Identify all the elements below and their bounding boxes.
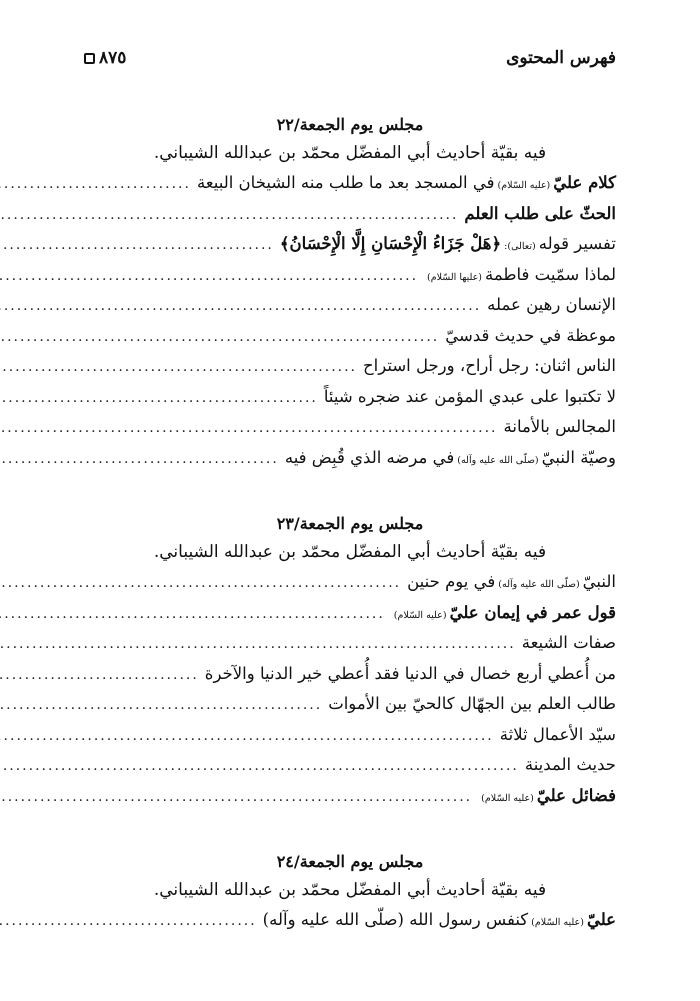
section-subtitle: فيه بقيّة أحاديث أبي المفضّل محمّد بن عبدالله الشيباني.: [153, 880, 547, 900]
toc-entry[interactable]: [84, 567, 616, 598]
leader-dots: [0, 721, 494, 752]
toc-entry[interactable]: [84, 168, 616, 199]
toc-list: [84, 905, 616, 936]
page-box-icon: [84, 53, 95, 64]
toc-entry[interactable]: [84, 412, 616, 443]
toc-entry-text: طالب العلم بين الجهّال كالحيّ بين الأموات: [328, 694, 616, 713]
toc-entry-text: لا تكتبوا على عبدي المؤمن عند ضجره شيئاً: [323, 386, 616, 406]
toc-entry[interactable]: [84, 781, 616, 812]
toc-entry[interactable]: [84, 659, 616, 690]
toc-entry-text: فضائل عليّ(عليه السّلام): [481, 785, 616, 805]
toc-entry[interactable]: [84, 598, 616, 629]
leader-dots: [0, 599, 385, 630]
toc-entry-text: موعظة في حديث قدسيّ: [445, 325, 616, 345]
honorific: (تعالى):: [504, 241, 536, 252]
toc-entry[interactable]: [84, 229, 616, 260]
honorific: (عليها السّلام): [427, 271, 482, 283]
section-subtitle: فيه بقيّة أحاديث أبي المفضّل محمّد بن عبدالله الشيباني.: [153, 143, 547, 163]
leader-dots: [0, 322, 439, 353]
toc-entry[interactable]: [84, 351, 616, 382]
toc-list: [84, 168, 616, 473]
toc-entry-text: قول عمر في إيمان عليّ(عليه السّلام): [393, 602, 616, 622]
toc-entry-text: الحثّ على طلب العلم: [464, 203, 616, 223]
toc-entry-text: الناس اثنان: رجل أراح، ورجل استراح: [363, 356, 616, 375]
leader-dots: [0, 169, 191, 200]
section-24: [84, 849, 616, 936]
running-header: [84, 48, 616, 72]
toc-entry[interactable]: [84, 720, 616, 751]
toc-entry[interactable]: [84, 689, 616, 720]
honorific: (عليه السّلام): [481, 792, 534, 804]
toc-entry-text: تفسير قوله(تعالى):﴿هَلْ جَزَاءُ الْإِحْسَانِ إِلَّا الْإِحْسَانُ﴾: [279, 234, 616, 253]
toc-content: [84, 112, 616, 974]
leader-dots: [0, 629, 516, 660]
honorific: (عليه السّلام): [531, 917, 584, 928]
toc-entry-text: سيّد الأعمال ثلاثة: [499, 724, 616, 744]
leader-dots: [0, 291, 481, 322]
honorific: (عليه السّلام): [497, 180, 551, 191]
leader-dots: [0, 782, 472, 813]
toc-list: [84, 567, 616, 811]
toc-entry-text: صفات الشيعة: [521, 633, 616, 652]
section-23: [84, 511, 616, 811]
leader-dots: [0, 230, 274, 261]
leader-dots: [0, 444, 279, 475]
header-page-number-group: [84, 48, 126, 68]
leader-dots: [0, 413, 498, 444]
honorific: (عليه السّلام): [393, 609, 447, 621]
toc-entry[interactable]: [84, 199, 616, 230]
section-22: [84, 112, 616, 473]
leader-dots: [0, 660, 199, 691]
section-title: مجلس يوم الجمعة/٢٤: [276, 852, 424, 871]
section-title: مجلس يوم الجمعة/٢٣: [276, 514, 424, 533]
toc-entry[interactable]: [84, 290, 616, 321]
section-title: مجلس يوم الجمعة/٢٢: [276, 115, 424, 134]
toc-entry[interactable]: [84, 260, 616, 291]
toc-entry-text: وصيّة النبيّ(صلّى الله عليه وآله)في مرضه الذي قُبِض فيه: [284, 447, 616, 467]
header-title: فهرس المحتوى: [506, 48, 616, 68]
toc-entry-text: عليّ(عليه السّلام)كنفس رسول الله (صلّى الله عليه وآله): [262, 910, 616, 929]
toc-entry-text: لماذا سمّيت فاطمة(عليها السّلام): [427, 264, 616, 284]
section-subtitle: فيه بقيّة أحاديث أبي المفضّل محمّد بن عبدالله الشيباني.: [153, 542, 547, 562]
header-page-number: ٨٧٥: [99, 48, 127, 68]
toc-entry-text: الإنسان رهين عمله: [487, 295, 616, 314]
toc-entry[interactable]: [84, 443, 616, 474]
leader-dots: [0, 568, 401, 599]
leader-dots: [0, 352, 357, 383]
toc-entry[interactable]: [84, 628, 616, 659]
toc-entry[interactable]: [84, 905, 616, 936]
leader-dots: [0, 906, 257, 937]
toc-entry-text: من أُعطي أربع خصال في الدنيا فقد أُعطي خير الدنيا والآخرة: [204, 663, 616, 683]
toc-entry[interactable]: [84, 321, 616, 352]
toc-entry-text: النبيّ(صلّى الله عليه وآله)في يوم حنين: [407, 572, 616, 591]
toc-entry[interactable]: [84, 382, 616, 413]
toc-entry[interactable]: [84, 750, 616, 781]
leader-dots: [0, 690, 322, 721]
toc-entry-text: المجالس بالأمانة: [503, 417, 616, 436]
leader-dots: [0, 200, 458, 231]
honorific: (صلّى الله عليه وآله): [498, 579, 580, 590]
honorific: (صلّى الله عليه وآله): [457, 454, 539, 466]
toc-entry-text: حديث المدينة: [524, 755, 616, 774]
leader-dots: [0, 751, 519, 782]
toc-entry-text: كلام عليّ(عليه السّلام)في المسجد بعد ما طلب منه الشيخان البيعة: [196, 173, 616, 192]
leader-dots: [0, 383, 318, 414]
leader-dots: [0, 261, 418, 292]
